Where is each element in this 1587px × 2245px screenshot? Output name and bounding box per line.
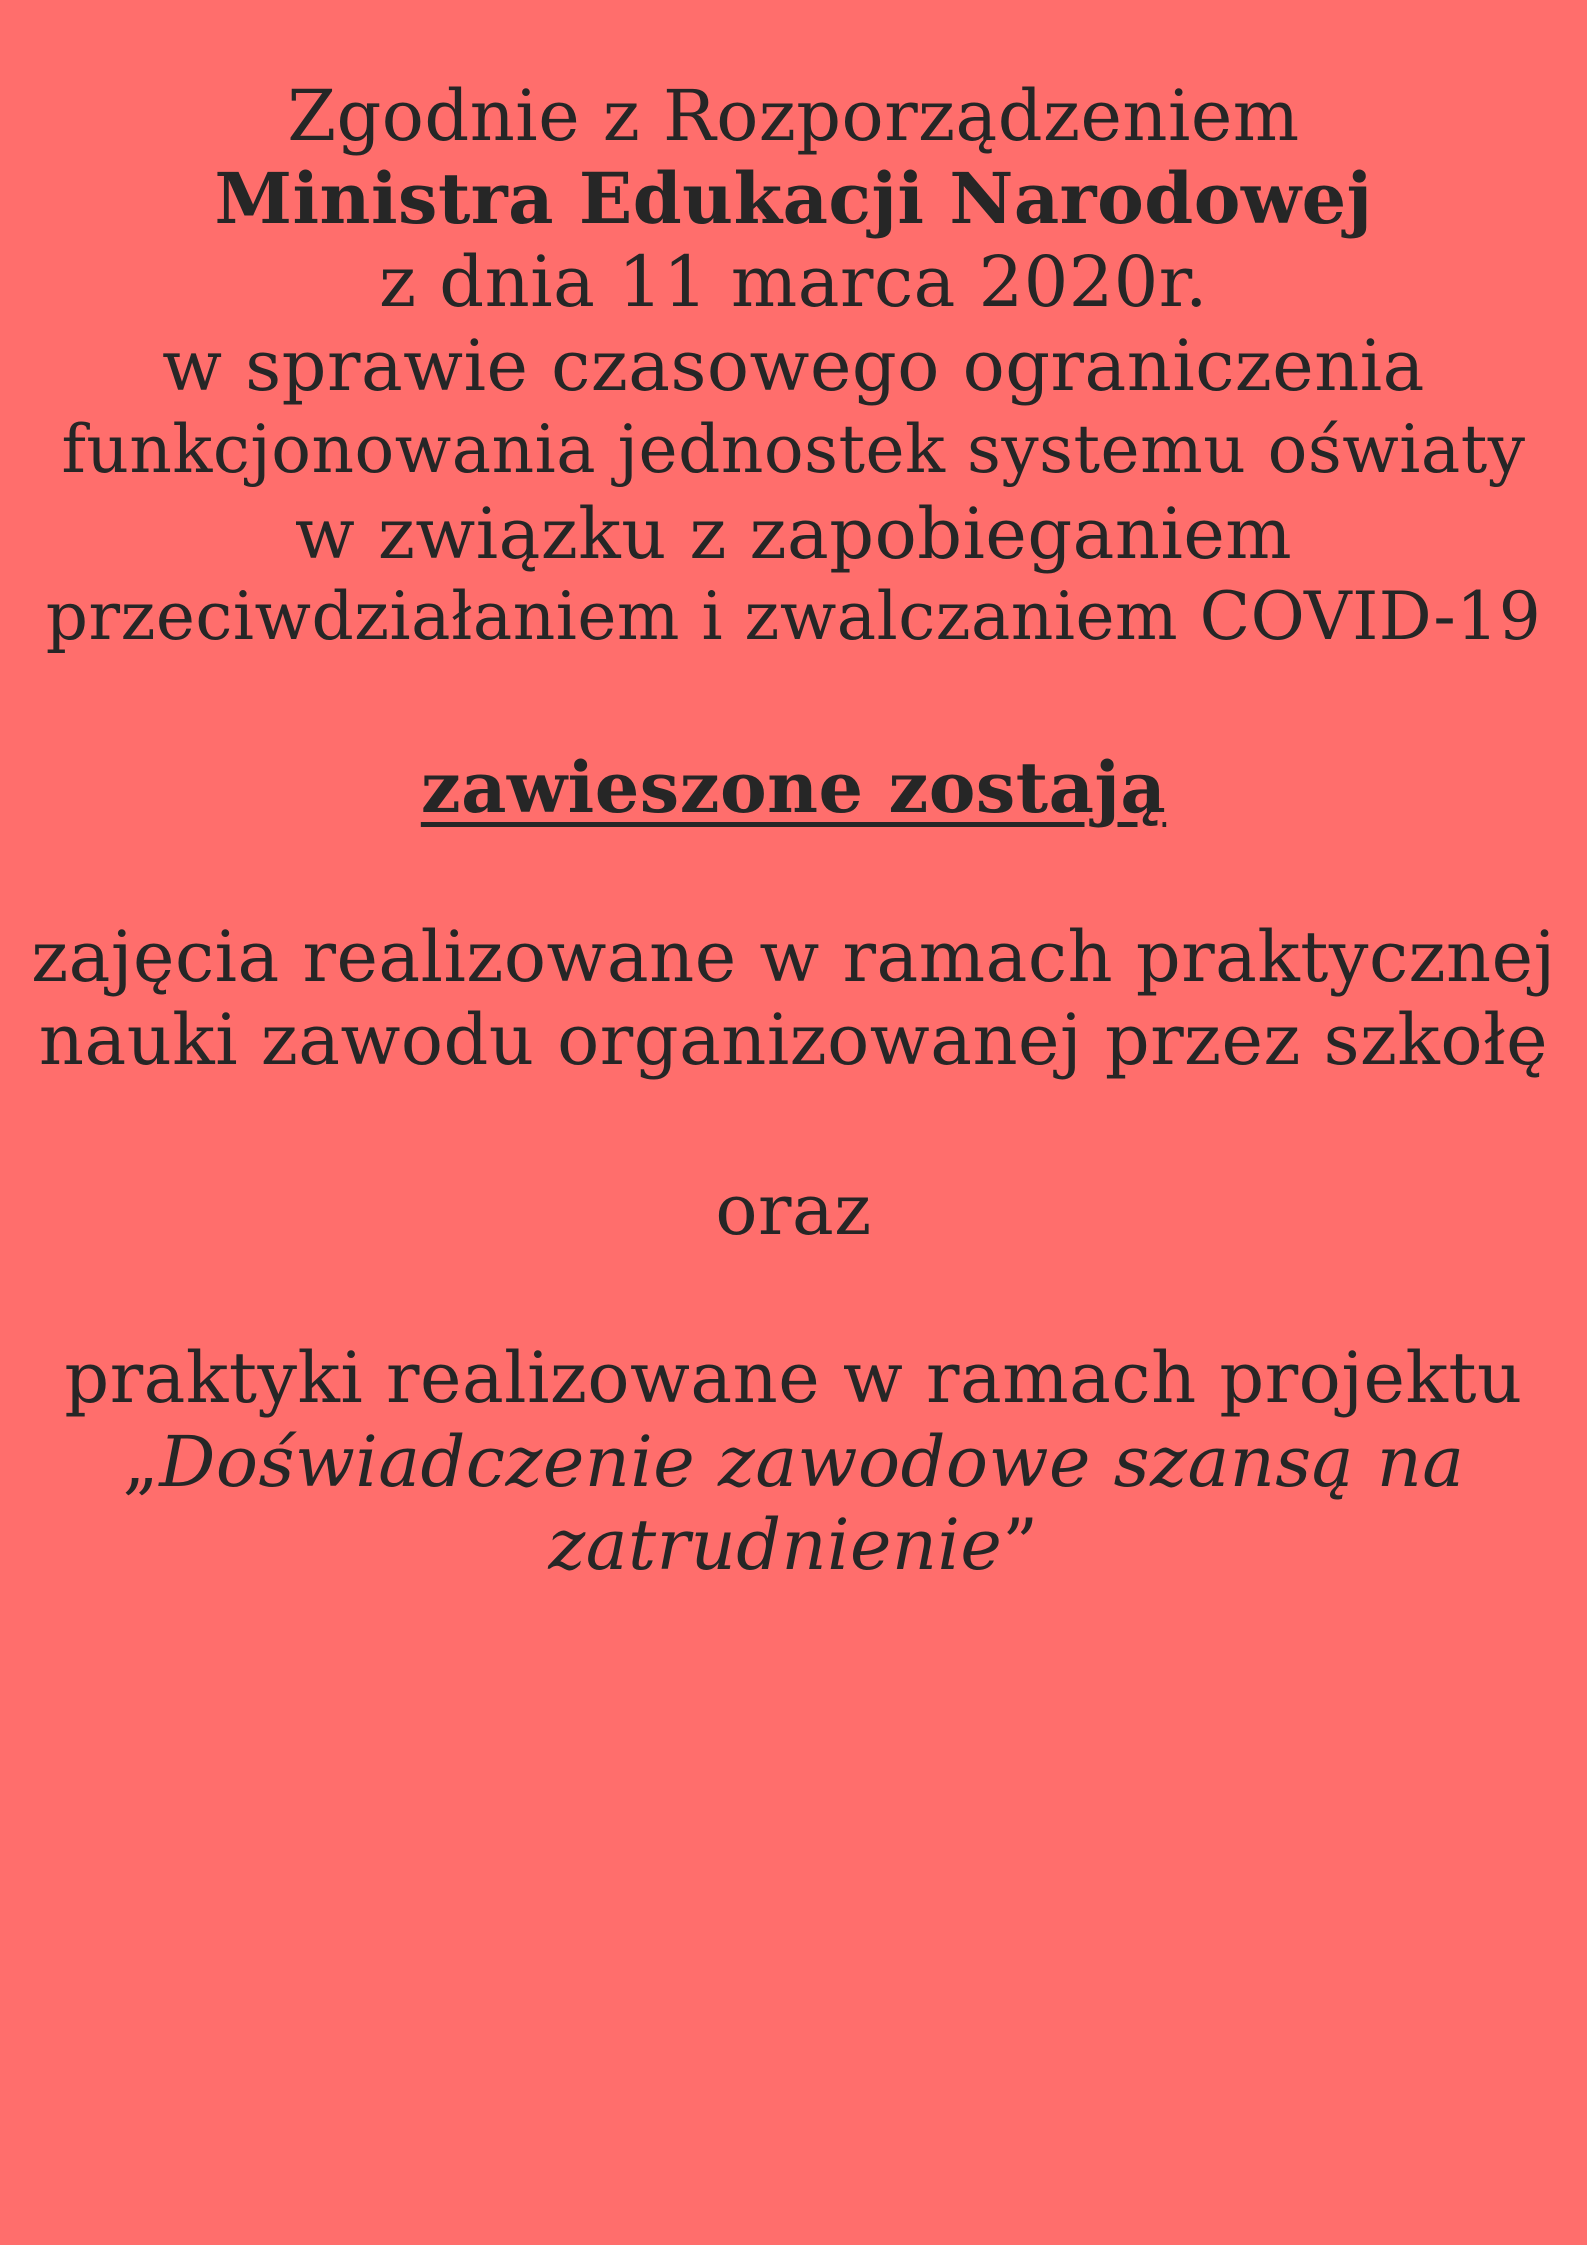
regulation-date: z dnia 11 marca 2020r.	[379, 241, 1208, 323]
project-title-part-2: zatrudnienie	[548, 1504, 1003, 1586]
intro-line-6: w związku z zapobieganiem	[294, 493, 1293, 575]
opening-quote: „	[122, 1421, 160, 1503]
item2-line-1: praktyki realizowane w ramach projektu	[64, 1337, 1523, 1419]
project-title-part-1: Doświadczenie zawodowe szansą na	[159, 1421, 1465, 1503]
intro-line-4: w sprawie czasowego ograniczenia	[162, 325, 1425, 407]
item1-line-2: nauki zawodu organizowanej przez szkołę	[38, 999, 1549, 1081]
conjunction: oraz	[715, 1169, 872, 1251]
project-title-line-1	[0, 1420, 1587, 1504]
intro-line-5: funkcjonowania jednostek systemu oświaty	[61, 411, 1526, 488]
intro-line-7: przeciwdziałaniem i zwalczaniem COVID-19	[45, 578, 1542, 655]
ministry-name: Ministra Edukacji Narodowej	[214, 157, 1373, 240]
closing-quote: ”	[1002, 1504, 1039, 1586]
intro-line-1: Zgodnie z Rozporządzeniem	[287, 75, 1300, 157]
item1-line-1: zajęcia realizowane w ramach praktycznej	[31, 916, 1556, 998]
suspended-heading: zawieszone zostają	[420, 746, 1167, 829]
project-title-line-2	[0, 1503, 1587, 1587]
